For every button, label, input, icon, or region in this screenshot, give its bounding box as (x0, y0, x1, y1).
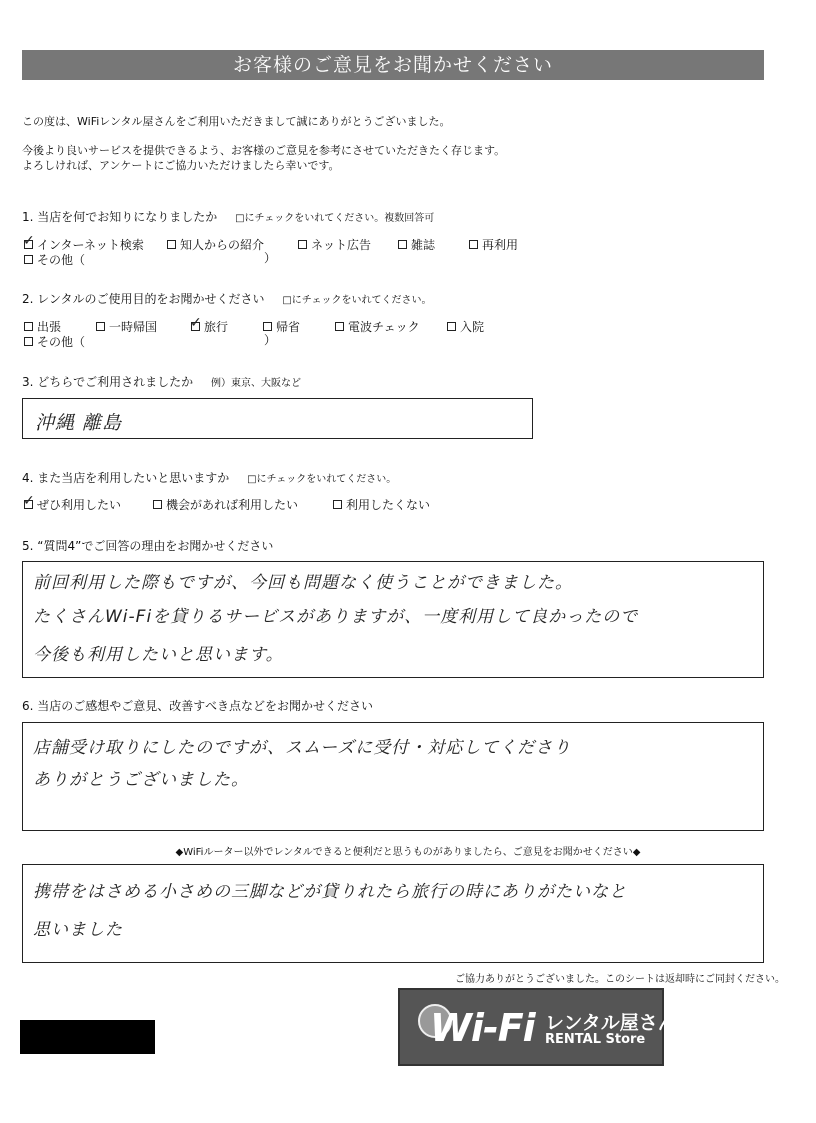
footer-thanks: ご協力ありがとうございました。このシートは返却時にご同封ください。 (455, 974, 785, 985)
q1-option-3[interactable] (398, 234, 435, 253)
q6-answer-box[interactable] (22, 722, 764, 831)
q4-option-1[interactable] (153, 494, 298, 513)
option-label: 帰省 (276, 320, 301, 334)
intro-line-2: 今後より良いサービスを提供できるよう、お客様のご意見を参考にさせていただきたく存じます。 (22, 144, 506, 157)
checkbox-checked-icon[interactable] (24, 500, 33, 509)
question-4 (22, 469, 396, 486)
question-1-label: 1. 当店を何でお知りになりましたか (22, 210, 218, 224)
q3-answer-box[interactable] (22, 398, 533, 439)
option-label: インターネット検索 (37, 238, 144, 252)
q3-answer-text: 沖縄 離島 (35, 412, 123, 434)
checkbox-icon[interactable] (333, 500, 342, 509)
option-label: ネット広告 (311, 238, 372, 252)
checkbox-icon[interactable] (447, 322, 456, 331)
option-label: 出張 (37, 320, 62, 334)
q4-option-0[interactable] (24, 494, 121, 513)
q4-option-2[interactable] (333, 494, 430, 513)
checkbox-checked-icon[interactable] (24, 240, 33, 249)
page-title: お客様のご意見をお聞かせください (22, 50, 764, 80)
q2-option-6[interactable] (24, 331, 85, 350)
checkbox-checked-icon[interactable] (191, 322, 200, 331)
question-3-label: 3. どちらでご利用されましたか (22, 375, 194, 389)
checkbox-icon[interactable] (153, 500, 162, 509)
q1-option-4[interactable] (469, 234, 518, 253)
q7-answer-line-2: 思いました (33, 920, 123, 940)
q1-option-5[interactable] (24, 249, 85, 268)
option-label: 雑誌 (411, 238, 436, 252)
question-6 (22, 697, 373, 714)
option-label: 知人からの紹介 (180, 238, 265, 252)
question-3-note: 例）東京、大阪など (210, 378, 301, 389)
option-label: 一時帰国 (109, 320, 158, 334)
checkbox-icon[interactable] (24, 255, 33, 264)
logo-jp-text: レンタル屋さん (545, 1012, 677, 1034)
option-label: 再利用 (482, 238, 519, 252)
option-label: 機会があれば利用したい (166, 498, 299, 512)
question-4-label: 4. また当店を利用したいと思いますか (22, 471, 230, 485)
checkbox-icon[interactable] (24, 337, 33, 346)
logo-wifi-text: Wi-Fi (430, 1006, 535, 1050)
q6-answer-line-1: 店舗受け取りにしたのですが、スムーズに受付・対応してくださり (33, 738, 572, 758)
q2-option-5[interactable] (447, 316, 484, 335)
intro-line-3: よろしければ、アンケートにご協力いただけましたら幸いです。 (22, 159, 340, 172)
option-label: 旅行 (204, 320, 229, 334)
checkbox-icon[interactable] (298, 240, 307, 249)
question-3 (22, 373, 301, 390)
option-label: 電波チェック (348, 320, 420, 334)
q2-option-2[interactable] (191, 316, 228, 335)
option-label: その他（ (37, 253, 86, 267)
q5-answer-box[interactable] (22, 561, 764, 678)
q2-close-paren: ） (264, 333, 277, 347)
question-4-note: □にチェックをいれてください。 (247, 474, 397, 485)
checkbox-icon[interactable] (96, 322, 105, 331)
question-7-label: ◆WiFiルーター以外でレンタルできると便利だと思うものがありましたら、ご意見をお聞かせください◆ (175, 847, 641, 858)
q5-answer-line-1: 前回利用した際もですが、今回も問題なく使うことができました。 (33, 573, 573, 593)
checkbox-icon[interactable] (335, 322, 344, 331)
question-6-label: 6. 当店のご感想やご意見、改善すべき点などをお聞かせください (22, 699, 374, 713)
checkbox-icon[interactable] (24, 322, 33, 331)
q6-answer-line-2: ありがとうございました。 (33, 770, 249, 790)
option-label: 利用したくない (346, 498, 431, 512)
q1-option-1[interactable] (167, 234, 264, 253)
checkbox-icon[interactable] (167, 240, 176, 249)
option-label: その他（ (37, 335, 86, 349)
logo-en-text: RENTAL Store (545, 1032, 646, 1047)
q5-answer-line-2: たくさんWi-Fiを貸りるサービスがありますが、一度利用して良かったので (33, 607, 639, 627)
question-5 (22, 537, 273, 554)
question-1 (22, 208, 434, 225)
question-2-label: 2. レンタルのご使用目的をお聞かせください (22, 292, 265, 306)
redaction-block (20, 1020, 155, 1054)
q7-answer-box[interactable] (22, 864, 764, 963)
question-1-note: □にチェックをいれてください。複数回答可 (235, 213, 435, 224)
q1-close-paren: ） (264, 251, 277, 265)
q7-answer-line-1: 携帯をはさめる小さめの三脚などが貸りれたら旅行の時にありがたいなと (33, 882, 627, 902)
q2-option-1[interactable] (96, 316, 157, 335)
q2-option-4[interactable] (335, 316, 420, 335)
option-label: 入院 (460, 320, 485, 334)
checkbox-icon[interactable] (398, 240, 407, 249)
intro-line-1: この度は、WiFiレンタル屋さんをご利用いただきまして誠にありがとうございました。 (22, 115, 451, 128)
q1-option-2[interactable] (298, 234, 371, 253)
question-2-note: □にチェックをいれてください。 (282, 295, 432, 306)
option-label: ぜひ利用したい (37, 498, 122, 512)
checkbox-icon[interactable] (469, 240, 478, 249)
question-2 (22, 290, 431, 307)
q5-answer-line-3: 今後も利用したいと思います。 (33, 645, 284, 665)
checkbox-icon[interactable] (263, 322, 272, 331)
question-5-label: 5. “質問4”でご回答の理由をお聞かせください (22, 539, 274, 553)
